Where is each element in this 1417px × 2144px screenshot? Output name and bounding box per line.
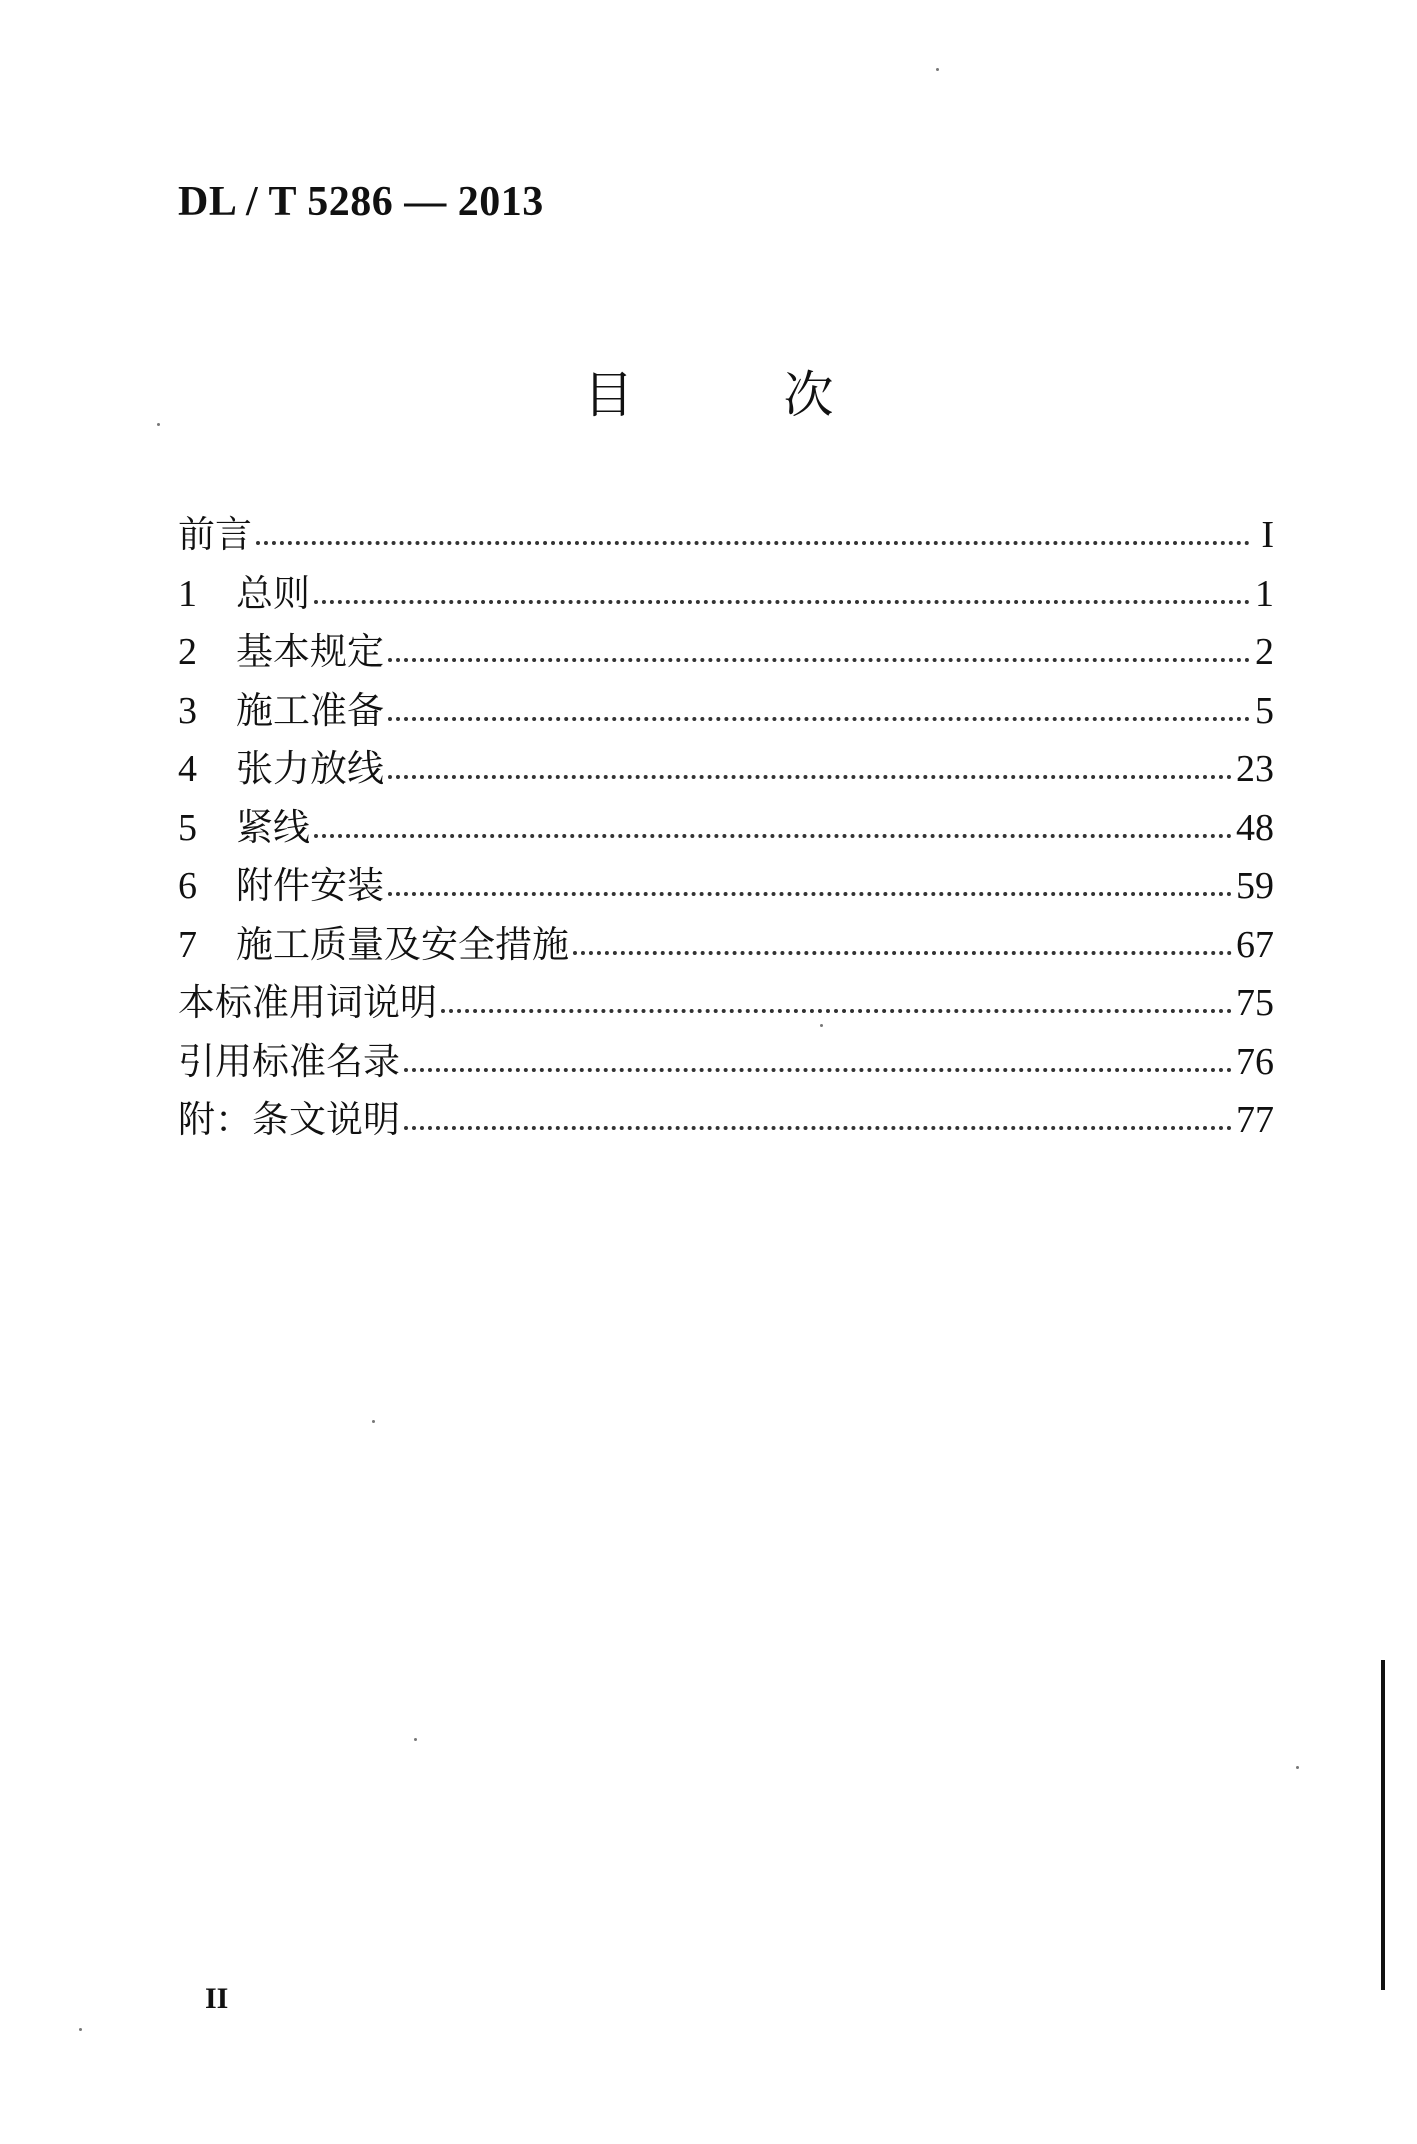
toc-entry-page: I <box>1261 514 1274 556</box>
toc-entry-number: 2 <box>178 631 197 673</box>
toc-title <box>0 355 1417 427</box>
toc-entry-label: 施工质量及安全措施 <box>236 922 569 966</box>
dot-leader <box>404 1116 1232 1130</box>
toc-title-left: 目 <box>583 366 634 424</box>
toc-entry-page: 5 <box>1255 689 1274 732</box>
toc-entry-page: 75 <box>1236 982 1274 1024</box>
toc-entry-number: 5 <box>178 806 197 849</box>
toc-entry-referenced-standards[interactable] <box>178 1031 1274 1090</box>
toc-entry-number: 7 <box>178 923 197 966</box>
toc-entry-4[interactable] <box>178 738 1274 797</box>
toc-entry-number: 3 <box>178 689 197 732</box>
scan-speck <box>820 1024 823 1027</box>
dot-leader <box>388 648 1250 662</box>
toc-entry-label: 基本规定 <box>236 630 384 673</box>
toc-list <box>178 504 1274 1148</box>
toc-entry-label: 附：条文说明 <box>178 1098 400 1141</box>
toc-entry-5[interactable] <box>178 797 1274 856</box>
toc-entry-label: 总则 <box>236 571 310 615</box>
toc-entry-page: 23 <box>1236 748 1274 790</box>
toc-entry-label: 本标准用词说明 <box>178 981 437 1024</box>
scan-speck <box>414 1738 417 1741</box>
toc-entry-label: 紧线 <box>236 805 310 849</box>
dot-leader <box>388 707 1250 721</box>
toc-entry-7[interactable] <box>178 914 1274 973</box>
toc-entry-page: 67 <box>1236 923 1274 966</box>
scan-speck <box>936 68 939 71</box>
dot-leader <box>573 941 1232 955</box>
dot-leader <box>404 1058 1232 1072</box>
toc-entry-page: 76 <box>1236 1040 1274 1083</box>
toc-title-right: 次 <box>783 366 834 424</box>
toc-entry-label: 张力放线 <box>236 747 384 790</box>
toc-entry-page: 59 <box>1236 865 1274 907</box>
toc-entry-label: 施工准备 <box>236 688 384 732</box>
dot-leader <box>314 824 1232 838</box>
scan-edge-line <box>1381 1660 1385 1990</box>
scan-speck <box>372 1420 375 1423</box>
toc-entry-3[interactable] <box>178 680 1274 739</box>
scan-speck <box>1296 1766 1299 1769</box>
toc-entry-number: 1 <box>178 572 197 615</box>
toc-entry-number: 6 <box>178 865 197 907</box>
toc-entry-label: 前言 <box>178 513 252 556</box>
page-number: II <box>205 1982 229 2015</box>
toc-entry-label: 引用标准名录 <box>178 1039 400 1083</box>
toc-entry-number: 4 <box>178 748 197 790</box>
toc-entry-6[interactable] <box>178 855 1274 914</box>
toc-entry-1[interactable] <box>178 563 1274 622</box>
toc-entry-preface[interactable] <box>178 504 1274 563</box>
document-code: DL / T 5286 — 2013 <box>178 179 544 225</box>
toc-entry-clause-explanation[interactable] <box>178 1089 1274 1148</box>
toc-entry-label: 附件安装 <box>236 864 384 907</box>
dot-leader <box>256 531 1250 545</box>
dot-leader <box>441 999 1232 1013</box>
dot-leader <box>314 590 1250 604</box>
scan-speck <box>79 2028 82 2031</box>
dot-leader <box>388 765 1232 779</box>
toc-entry-page: 77 <box>1236 1099 1274 1141</box>
toc-entry-wording-explanation[interactable] <box>178 972 1274 1031</box>
toc-entry-page: 2 <box>1255 631 1274 673</box>
scan-speck <box>157 423 160 426</box>
toc-entry-page: 1 <box>1255 572 1274 615</box>
dot-leader <box>388 882 1232 896</box>
toc-entry-2[interactable] <box>178 621 1274 680</box>
toc-entry-page: 48 <box>1236 806 1274 849</box>
